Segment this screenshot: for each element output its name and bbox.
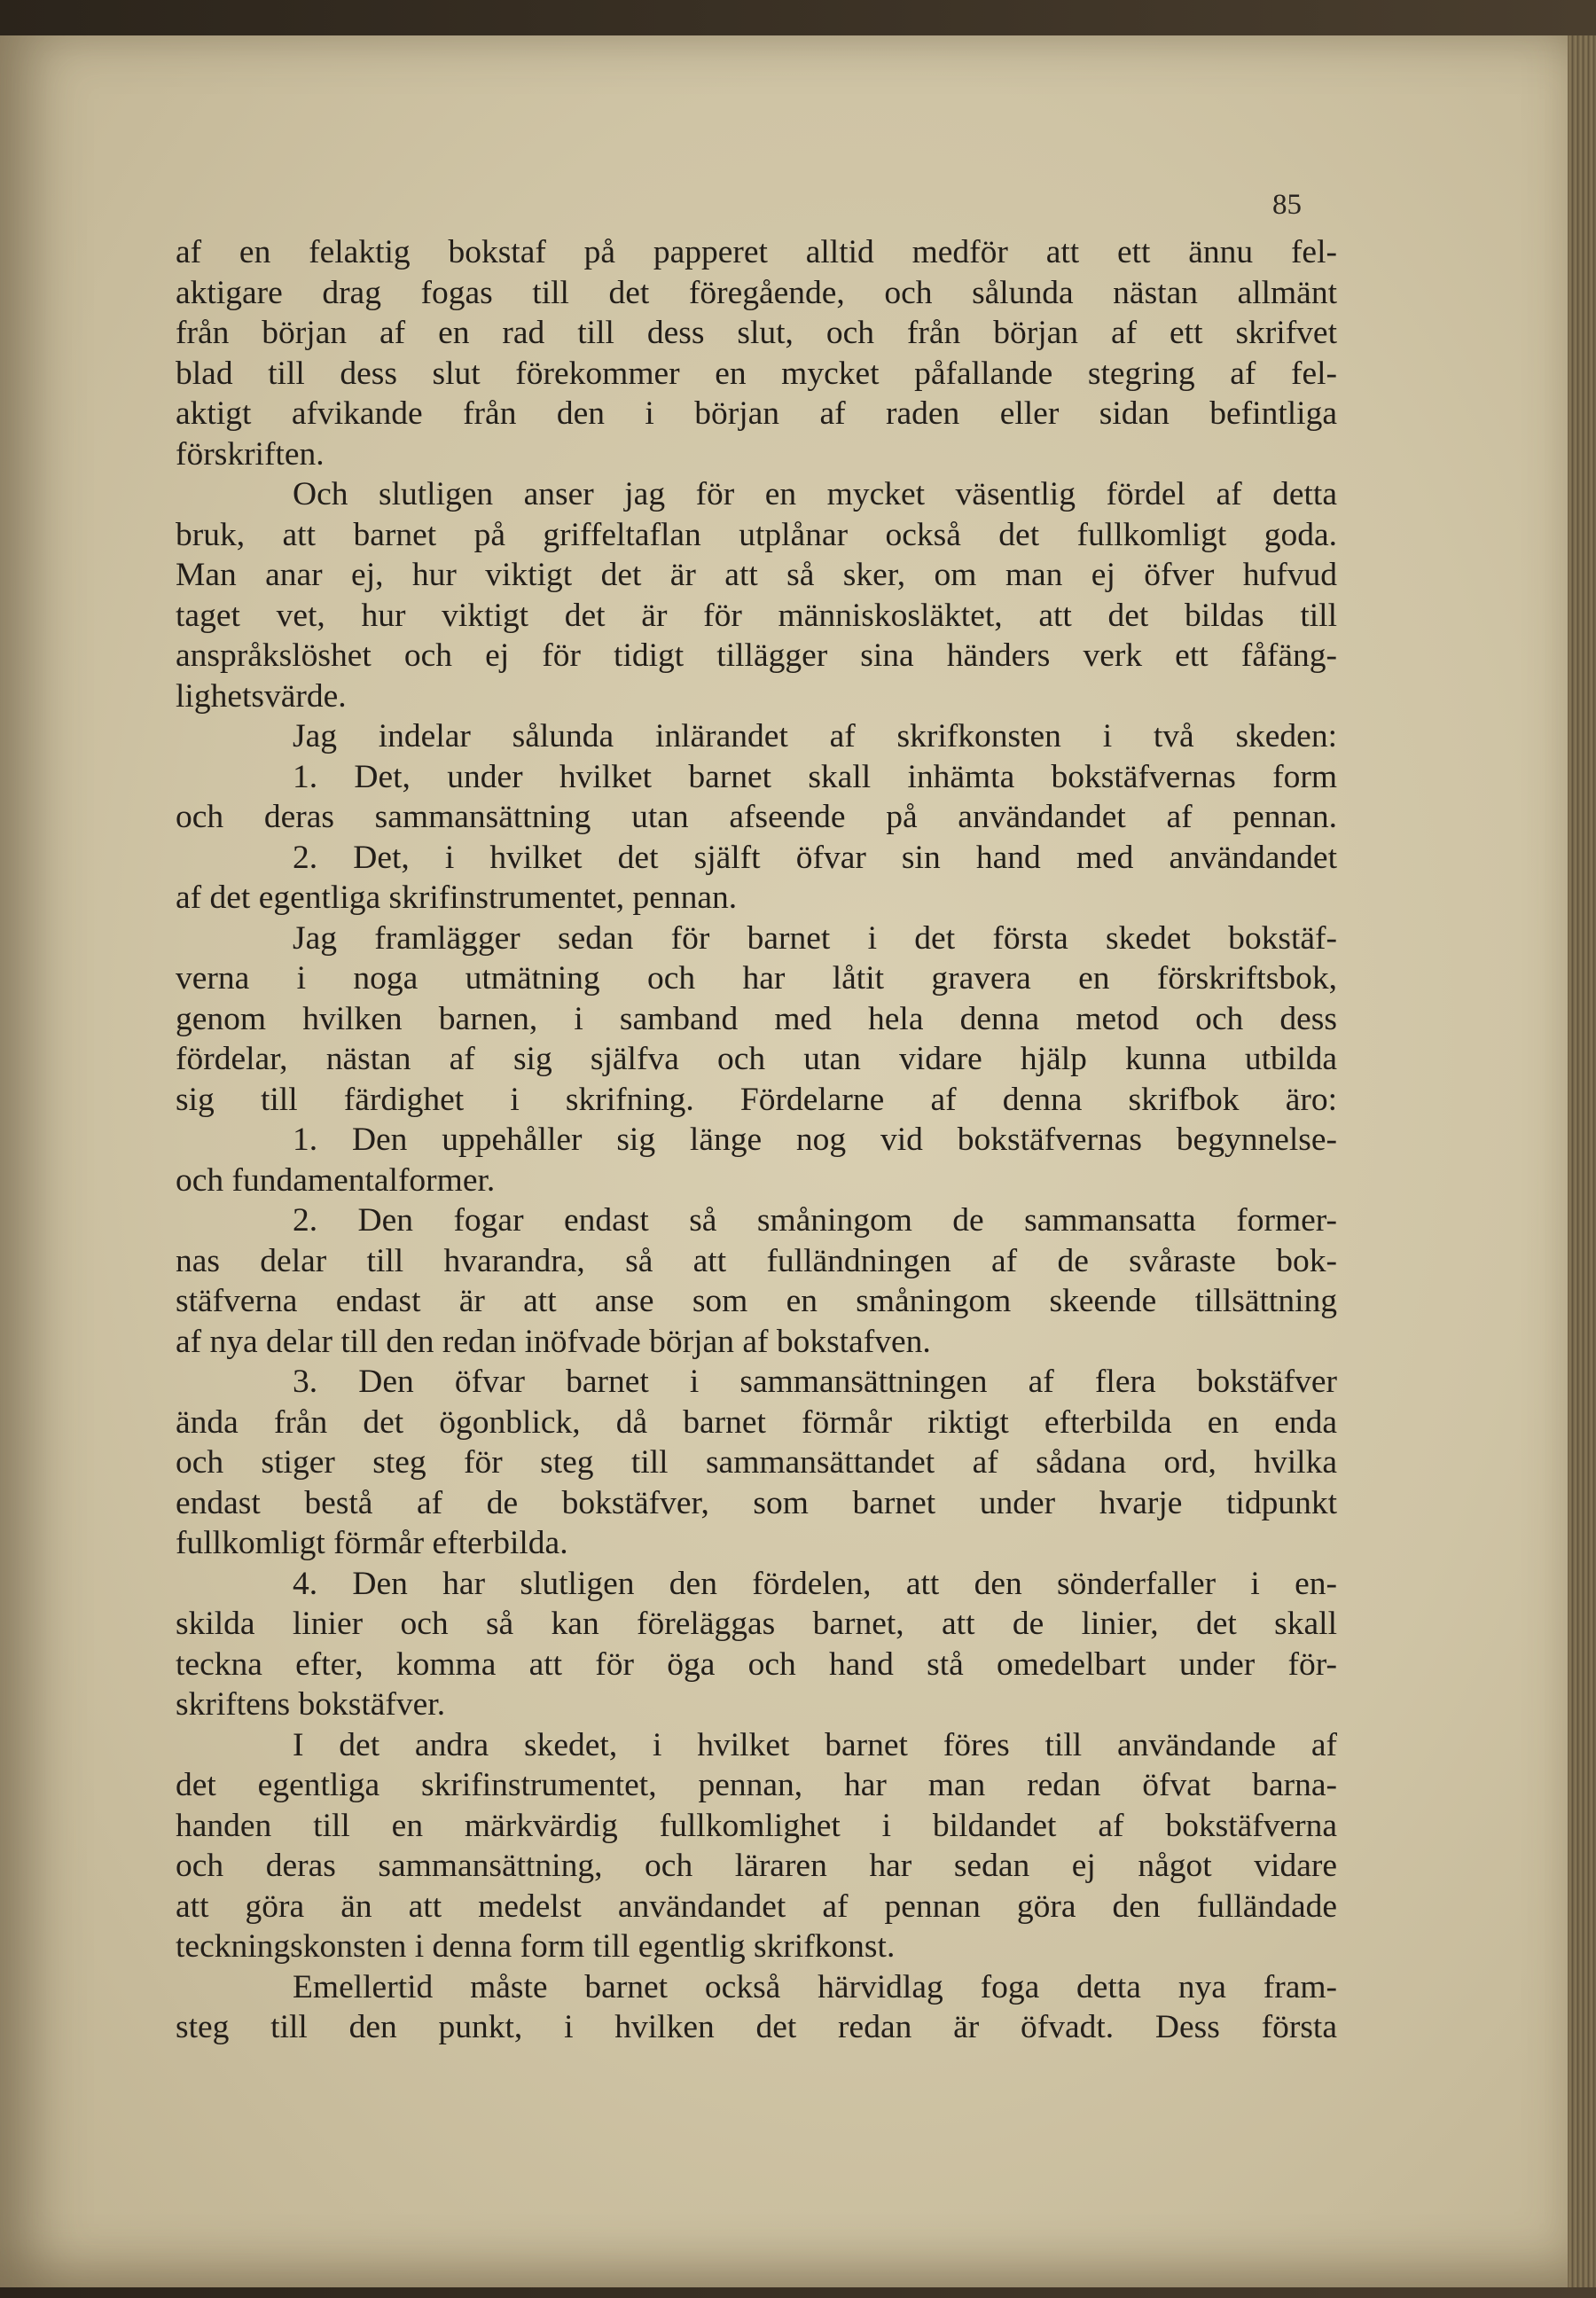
text-line: skilda linier och så kan föreläggas barnet, att de linier, det skall [176,1606,1337,1642]
text-line: af det egentliga skrifinstrumentet, pennan. [176,879,738,916]
text-line: aktigt afvikande från den i början af raden eller sidan befintliga [176,395,1337,432]
text-line: och stiger steg för steg till sammansättandet af sådana ord, hvilka [176,1444,1337,1481]
text-line: fullkomligt förmår efterbilda. [176,1525,568,1561]
text-line: blad till dess slut förekommer en mycket påfallande stegring af fel- [176,355,1337,392]
text-line: taget vet, hur viktigt det är för människosläktet, att det bildas till [176,597,1337,634]
text-line: af en felaktig bokstaf på papperet alltid medför att ett ännu fel- [176,234,1337,270]
text-line: sig till färdighet i skrifning. Fördelarne af denna skrifbok äro: [176,1081,1337,1118]
text-line: steg till den punkt, i hvilken det redan är öfvadt. Dess första [176,2009,1337,2045]
text-line: aktigare drag fogas till det föregående, och sålunda nästan allmänt [176,274,1337,311]
text-line: verna i noga utmätning och har låtit gravera en förskriftsbok, [176,960,1337,997]
text-line: stäfverna endast är att anse som en småningom skeende tillsättning [176,1283,1337,1319]
text-line: 2. Den fogar endast så småningom de sammansatta former- [293,1202,1337,1239]
text-line: Emellertid måste barnet också härvidlag foga detta nya fram- [293,1968,1337,2005]
text-line: 2. Det, i hvilket det själft öfvar sin hand med användandet [293,839,1337,876]
text-line: nas delar till hvarandra, så att fulländningen af de svåraste bok- [176,1242,1337,1279]
text-line: fördelar, nästan af sig själfva och utan vidare hjälp kunna utbilda [176,1041,1337,1077]
text-line: bruk, att barnet på griffeltaflan utplånar också det fullkomligt goda. [176,516,1337,553]
text-line: förskriften. [176,435,325,473]
text-line: I det andra skedet, i hvilket barnet föres till användande af [293,1726,1337,1763]
text-line: och deras sammansättning, och läraren har sedan ej något vidare [176,1848,1337,1884]
text-line: Jag indelar sålunda inlärandet af skrifkonsten i två skeden: [293,718,1337,754]
text-line: skriftens bokstäfver. [176,1686,446,1723]
body-text [176,232,1337,2048]
text-line: anspråkslöshet och ej för tidigt tillägger sina händers verk ett fåfäng- [176,637,1337,674]
text-line: och fundamentalformer. [176,1161,496,1199]
text-line: från början af en rad till dess slut, och från början af ett skrifvet [176,315,1337,351]
text-line: teckna efter, komma att för öga och hand stå omedelbart under för- [176,1645,1337,1683]
text-line: Man anar ej, hur viktigt det är att så sker, om man ej öfver hufvud [176,557,1337,593]
text-line: 3. Den öfvar barnet i sammansättningen af flera bokstäfver [293,1364,1337,1400]
text-line: 4. Den har slutligen den fördelen, att den sönderfaller i en- [293,1565,1337,1602]
text-line: endast bestå af de bokstäfver, som barnet under hvarje tidpunkt [176,1484,1337,1521]
text-line: att göra än att medelst användandet af pennan göra den fulländade [176,1888,1337,1925]
text-line: 1. Det, under hvilket barnet skall inhämta bokstäfvernas form [293,758,1337,795]
text-line: 1. Den uppehåller sig länge nog vid bokstäfvernas begynnelse- [293,1122,1337,1158]
text-line: lighetsvärde. [176,677,347,715]
page-number: 85 [1272,189,1302,221]
text-line: af nya delar till den redan inöfvade början af bokstafven. [176,1323,931,1360]
text-line: Och slutligen anser jag för en mycket väsentlig fördel af detta [293,476,1337,512]
text-line: ända från det ögonblick, då barnet förmår riktigt efterbilda en enda [176,1403,1337,1441]
text-line: handen till en märkvärdig fullkomlighet i bildandet af bokstäfverna [176,1807,1337,1844]
text-line: teckningskonsten i denna form till egentlig skrifkonst. [176,1928,896,1965]
text-line: det egentliga skrifinstrumentet, pennan, har man redan öfvat barna- [176,1767,1337,1803]
text-line: och deras sammansättning utan afseende på användandet af pennan. [176,799,1337,835]
page-edges [1568,35,1596,2287]
text-line: genom hvilken barnen, i samband med hela denna metod och dess [176,1000,1337,1037]
text-line: Jag framlägger sedan för barnet i det första skedet bokstäf- [293,919,1337,957]
